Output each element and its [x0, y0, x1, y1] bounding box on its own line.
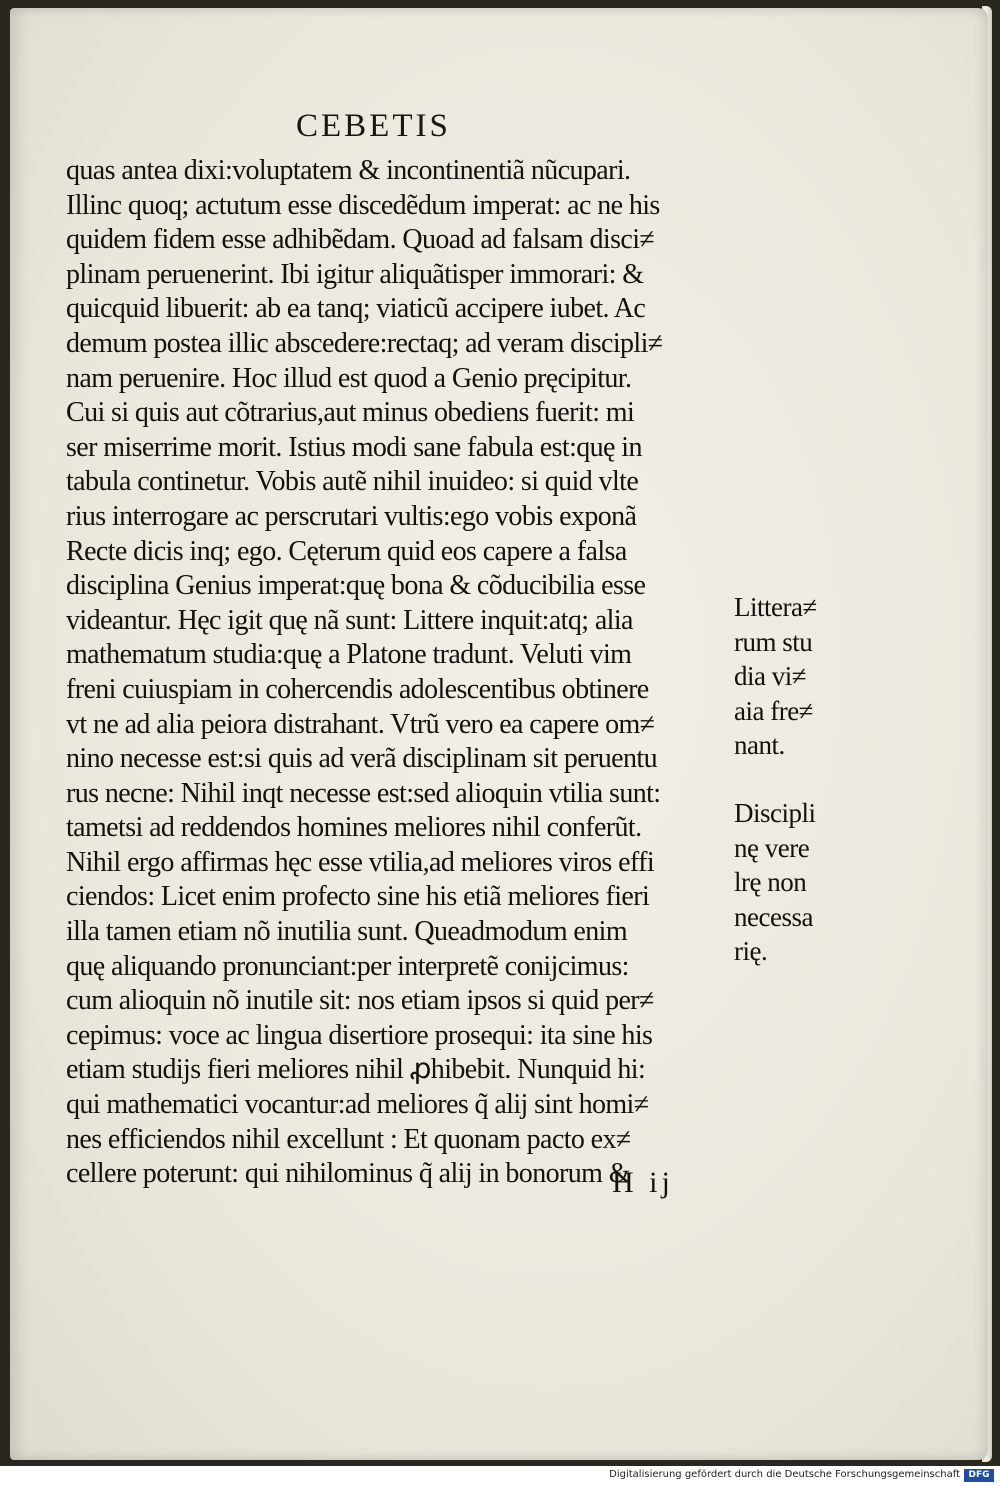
margin-note-line: Discipli: [734, 798, 816, 828]
text-line: Recte dicis inq; ego. Cęterum quid eos capere a falsa: [66, 535, 627, 567]
text-line: cum alioquin nõ inutile sit: nos etiam ipsos si quid per≠: [66, 985, 654, 1017]
text-line: nam peruenire. Hoc illud est quod a Genio pręcipitur.: [66, 362, 632, 394]
dfg-logo-icon: DFG: [964, 1469, 994, 1482]
text-line: ciendos: Licet enim profecto sine his etiã meliores fieri: [66, 881, 650, 913]
margin-note-line: aia fre≠: [734, 695, 814, 726]
text-line: quę aliquando pronunciant:per interpretẽ conijcimus:: [66, 950, 629, 982]
margin-note-line: rię.: [734, 936, 768, 967]
text-line: tametsi ad reddendos homines meliores nihil conferũt.: [66, 812, 642, 844]
text-line: cepimus: voce ac lingua disertiore prosequi: ita sine his: [66, 1019, 653, 1051]
text-line: Illinc quoq; actutum esse discedẽdum imperat: ac ne his: [66, 189, 660, 221]
footer-credit: Digitalisierung gefördert durch die Deutsche Forschungsgemeinschaft: [609, 1469, 960, 1480]
text-line: Cui si quis aut cõtrarius,aut minus obediens fuerit: mi: [66, 397, 635, 429]
running-title: CEBETIS: [296, 108, 451, 144]
text-line: quas antea dixi:voluptatem & incontinentiã nũcupari.: [66, 155, 631, 186]
text-line: Nihil ergo affirmas hęc esse vtilia,ad meliores viros effi: [66, 846, 655, 878]
margin-note-litterarum: [734, 590, 817, 763]
text-line: nino necesse est:si quis ad verã disciplinam sit peruentu: [66, 743, 657, 775]
text-line: rus necne: Nihil inqt necesse est:sed alioquin vtilia sunt:: [66, 777, 661, 809]
text-line: illa tamen etiam nõ inutilia sunt. Queadmodum enim: [66, 916, 627, 948]
margin-note-disciplinae: [734, 796, 816, 969]
text-line: disciplina Genius imperat:quę bona & cõducibilia esse: [66, 570, 646, 602]
text-line: nes efficiendos nihil excellunt : Et quonam pacto ex≠: [66, 1123, 631, 1155]
text-line: rius interrogare ac perscrutari vultis:ego vobis exponã: [66, 500, 637, 532]
text-line: quicquid libuerit: ab ea tanq; viaticũ accipere iubet. Ac: [66, 293, 646, 325]
text-line: tabula continetur. Vobis autẽ nihil inuideo: si quid vlte: [66, 466, 639, 498]
margin-note-line: necessa: [734, 901, 813, 932]
margin-note-line: nant.: [734, 730, 785, 761]
margin-note-line: dia vi≠: [734, 661, 807, 692]
text-line: freni cuiuspiam in cohercendis adolescentibus obtinere: [66, 673, 649, 705]
text-line: cellere poterunt: qui nihilominus q̃ alij in bonorum &: [66, 1158, 630, 1190]
signature-mark: H ij: [612, 1166, 674, 1199]
text-line: quidem fidem esse adhibẽdam. Quoad ad falsam disci≠: [66, 224, 655, 256]
margin-note-line: lrę non: [734, 867, 807, 898]
margin-note-line: Littera≠: [734, 592, 817, 622]
text-line: mathematum studia:quę a Platone tradunt. Veluti vim: [66, 639, 632, 671]
margin-note-line: rum stu: [734, 626, 813, 657]
text-line: qui mathematici vocantur:ad meliores q̃ alij sint homi≠: [66, 1089, 649, 1121]
text-line: demum postea illic abscedere:rectaq; ad veram discipli≠: [66, 327, 663, 359]
footer-bar: [0, 1466, 1000, 1486]
text-line: ser miserrime morit. Istius modi sane fabula est:quę in: [66, 431, 642, 463]
text-line: etiam studijs fieri meliores nihil ꝓhibebit. Nunquid hi:: [66, 1054, 646, 1086]
text-line: videantur. Hęc igit quę nã sunt: Littere inquit:atq; alia: [66, 604, 633, 636]
text-line: plinam peruenerint. Ibi igitur aliquãtisper immorari: &: [66, 258, 644, 290]
text-line: vt ne ad alia peiora distrahant. Vtrũ vero ea capere om≠: [66, 708, 655, 740]
margin-note-line: nę vere: [734, 832, 810, 863]
main-text-block: [66, 154, 738, 1192]
